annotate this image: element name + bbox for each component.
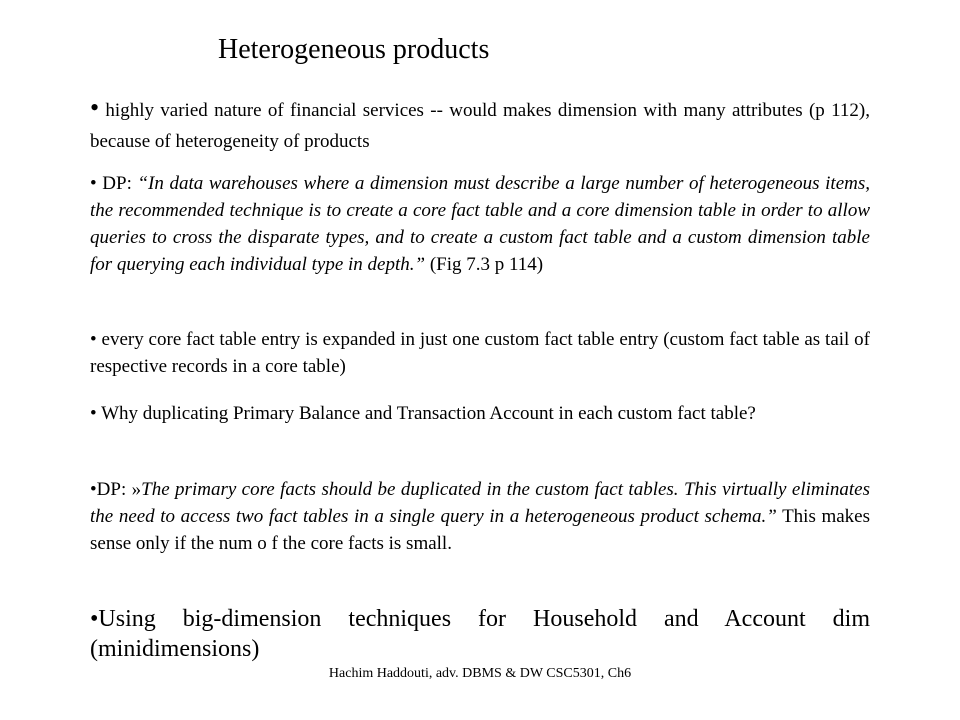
bullet-text: highly varied nature of financial services -- would makes dimension with many attributes (p 112), because of heterogeneity of products bbox=[90, 100, 870, 152]
bullet-text: Using big-dimension techniques for Household and Account dim (minidimensions) bbox=[90, 606, 870, 662]
bullet-marker: • bbox=[90, 329, 97, 350]
bullet-quote: “In data warehouses where a dimension must describe a large number of heterogeneous items, the recommended technique is to create a core fact table and a core dimension table in order to allow queries to cross the disparate types, and to create a custom fact table and a custom dimension table for querying each individual type in depth.” bbox=[90, 173, 870, 275]
page-title: Heterogeneous products bbox=[218, 34, 490, 65]
bullet-point-2 bbox=[90, 170, 870, 278]
bullet-point-3 bbox=[90, 326, 870, 380]
bullet-prefix: DP: » bbox=[96, 479, 142, 500]
slide-footer: Hachim Haddouti, adv. DBMS & DW CSC5301, Ch6 bbox=[328, 666, 632, 681]
bullet-prefix: DP: bbox=[96, 173, 138, 194]
bullet-marker: • bbox=[90, 173, 97, 194]
bullet-point-6 bbox=[90, 604, 870, 664]
bullet-marker: • bbox=[90, 403, 97, 424]
bullet-marker: • bbox=[90, 93, 100, 122]
bullet-suffix: This makes sense only if the num o f the core facts is small. bbox=[90, 506, 870, 554]
bullet-point-4 bbox=[90, 400, 870, 427]
bullet-suffix: (Fig 7.3 p 114) bbox=[425, 254, 544, 275]
bullet-quote: The primary core facts should be duplicated in the custom fact tables. This virtually eliminates the need to access two fact tables in a single query in a heterogeneous product schema.” bbox=[90, 479, 870, 527]
bullet-text: Why duplicating Primary Balance and Transaction Account in each custom fact table? bbox=[96, 403, 756, 424]
bullet-marker: • bbox=[90, 479, 97, 500]
bullet-marker: • bbox=[90, 606, 99, 632]
bullet-text: every core fact table entry is expanded in just one custom fact table entry (custom fact table as tail of respective records in a core table) bbox=[90, 329, 870, 377]
bullet-point-5 bbox=[90, 476, 870, 557]
bullet-point-1 bbox=[90, 92, 870, 157]
